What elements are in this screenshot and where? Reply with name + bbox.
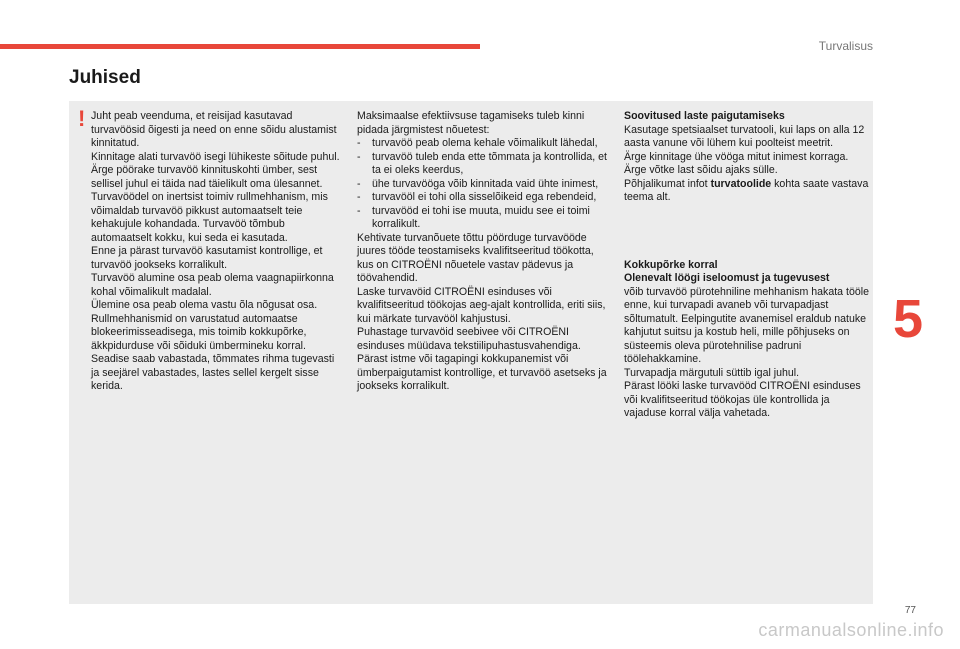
child-section-heading: Soovitused laste paigutamiseks xyxy=(624,110,785,122)
column-middle xyxy=(357,110,607,394)
column-left xyxy=(91,110,341,394)
paragraph: Turvavöödel on inertsist toimiv rullmehhanism, mis võimaldab turvavöö pikkust automaatselt teie kehakujule kohandada. Turvavöö tõmbub automaatselt kokku, kui seda ei kasutada. xyxy=(91,191,328,244)
collision-section-heading: Kokkupõrke korral xyxy=(624,258,718,271)
paragraph: Ülemine osa peab olema vastu õla nõgusat osa. xyxy=(91,299,318,311)
child-seats-link-text: turvatoolide xyxy=(710,177,772,190)
watermark: carmanualsonline.info xyxy=(758,620,944,640)
paragraph: Ärge võtke last sõidu ajaks sülle. xyxy=(624,164,778,176)
paragraph: Rullmehhanismid on varustatud automaatse blokeerimisseadisega, mis toimib kokkupõrke, äkkpidurduse või sõiduki ümbermineku korral. Seadise saab vabastada, tõmmates rihma tugevasti ja seejärel vabastades, lastes sellel kergelt sisse kerida. xyxy=(91,312,335,392)
paragraph: Enne ja pärast turvavöö kasutamist kontrollige, et turvavöö jookseks korralikult. xyxy=(91,245,323,271)
paragraph: Laske turvavöid CITROËNI esinduses või kvalifitseeritud töökojas aeg-ajalt kontrollida, eriti siis, kui märkate turvavööl kahjustusi. xyxy=(357,285,606,325)
paragraph: Pärast lööki laske turvavööd CITROËNI esinduses või kvalifitseeritud töökojas üle kontrollida ja vajaduse korral välja vahetada. xyxy=(624,380,861,419)
column-right xyxy=(624,110,874,421)
paragraph: Kehtivate turvanõuete tõttu pöörduge turvavööde juures tööde teostamiseks kvalifitseeritud töökotta, kus on CITROËNI nõuetele vastav pädevus ja töövahendid. xyxy=(357,231,594,284)
chapter-number: 5 xyxy=(893,289,924,349)
requirements-list xyxy=(357,137,607,232)
list-item: - turvavöö tuleb enda ette tõmmata ja kontrollida, et ta ei oleks keerdus, xyxy=(357,151,607,178)
page-title: Juhised xyxy=(69,67,141,88)
list-item: - turvavöö peab olema kehale võimalikult lähedal, xyxy=(357,137,607,151)
page-number: 77 xyxy=(904,605,916,616)
paragraph: võib turvavöö pürotehniline mehhanism hakata tööle enne, kui turvapadi avaneb või turvapadjast sõltumatult. Eelpingutite avanemisel eraldub natuke kahjutut suitsu ja kostub heli, mille põhjuseks on süsteemis oleva pürotehnilise padruni töölehakkamine. xyxy=(624,285,869,365)
paragraph: Turvavöö alumine osa peab olema vaagnapiirkonna kohal võimalikult madalal. xyxy=(91,272,334,298)
warning-icon: ! xyxy=(78,106,86,131)
paragraph: Ärge pöörake turvavöö kinnituskohti ümber, sest sellisel juhul ei täida nad täielikult oma ülesannet. xyxy=(91,164,323,190)
accent-bar xyxy=(0,44,480,49)
paragraph: Puhastage turvavöid seebivee või CITROËNI esinduses müüdava tekstiilipuhastusvahendiga. xyxy=(357,326,581,352)
paragraph: Turvapadja märgutuli süttib igal juhul. xyxy=(624,366,800,379)
list-item: - turvavööd ei tohi ise muuta, muidu see ei toimi korralikult. xyxy=(357,205,607,232)
collision-subheading: Olenevalt löögi iseloomust ja tugevusest xyxy=(624,272,830,284)
paragraph: Juht peab veenduma, et reisijad kasutavad turvavöösid õigesti ja need on enne sõidu alustamist kinnitatud. xyxy=(91,110,337,149)
paragraph: Kinnitage alati turvavöö isegi lühikeste sõitude puhul. xyxy=(91,150,340,163)
list-intro: Maksimaalse efektiivsuse tagamiseks tuleb kinni pidada järgmistest nõuetest: xyxy=(357,110,585,136)
list-item: - ühe turvavööga võib kinnitada vaid ühte inimest, xyxy=(357,178,607,192)
paragraph: Kasutage spetsiaalset turvatooli, kui laps on alla 12 aasta vanune või lühem kui poolteist meetrit. xyxy=(624,123,865,149)
text-segment: Põhjalikumat infot xyxy=(624,177,711,190)
paragraph: Pärast istme või tagapingi kokkupanemist või ümberpaigutamist kontrollige, et turvavöö asetseks ja jookseks korralikult. xyxy=(357,353,607,392)
paragraph xyxy=(624,178,874,205)
paragraph: Ärge kinnitage ühe vööga mitut inimest korraga. xyxy=(624,150,849,163)
list-item: - turvavööl ei tohi olla sisselõikeid ega rebendeid, xyxy=(357,191,607,205)
section-label: Turvalisus xyxy=(818,39,873,53)
text-segment: kohta saate vastava teema alt. xyxy=(624,177,869,203)
